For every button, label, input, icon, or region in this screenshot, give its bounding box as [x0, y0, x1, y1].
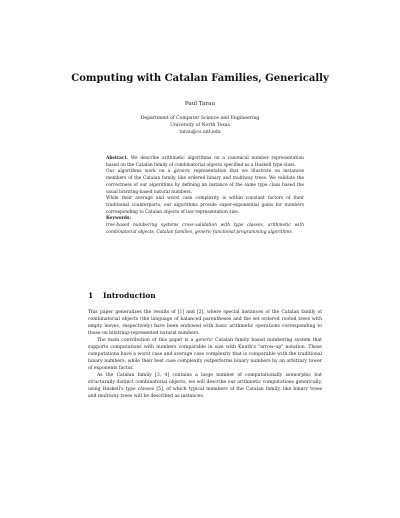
section-title: Introduction — [103, 291, 156, 300]
affiliation-university: University of North Texas — [170, 123, 230, 128]
abstract-label: Abstract. — [106, 156, 129, 161]
body-text-2a: The main contribution of this paper is a — [97, 338, 194, 344]
body-text-3a: As the Catalan family [3, 4] contains a large number of computationally isomorphic but structurally distinct combinatorial objects, we will describe our arithmetic computations generically, using Haskell's — [88, 373, 322, 393]
section-body — [88, 310, 322, 401]
abstract-emphasis: generic — [173, 169, 191, 175]
body-paragraph-1: This paper generalizes the results of [1] and [2], where special instances of the Catalan family of combinatorial objects (the language of balanced parentheses and the set ordered rooted trees with empty leaves, respectively) have been endowed with basic arithmetic operations corresponding to those on bitstring-represented natural numbers. — [88, 310, 322, 336]
abstract-text-1: We describe arithmetic algorithms on a canonical number representation based on the Catalan family of combinatorial objects specified as a Haskell type class. — [106, 156, 304, 168]
paper-title: Computing with Catalan Families, Generically — [71, 73, 329, 84]
abstract-paragraph-3: While their average and worst case complexity is within constant factors of their traditional counterparts, our algorithms provide super-exponential gains for numbers corresponding to Catalan objects of low representation size. — [106, 196, 304, 215]
body-paragraph-3 — [88, 373, 322, 401]
body-paragraph-2 — [88, 338, 322, 373]
keywords-text: tree-based numbering systems cross-validation with type classes, arithmetic with combinatorial objects, Catalan families, generic functional programming algorithms. — [106, 223, 304, 235]
body-text-2b: Catalan family based numbering system that supports computations with numbers comparable in size with Knuth's "arrow-up" notation. These computations have a worst case and average case complexity that is comparable with the traditional binary numbers, while their best case complexity outperforms binary numbers by an arbitrary tower of exponents factor. — [88, 338, 322, 371]
abstract-text-2a: Our algorithms work on a — [106, 169, 171, 175]
abstract-paragraph-2 — [106, 169, 304, 196]
keywords-heading: Keywords: — [106, 216, 131, 222]
abstract — [106, 156, 304, 236]
body-text-3b: [5], of which typical members of the Catalan family, like binary trees and multiway trees will be described as instances. — [88, 387, 322, 400]
section-number: 1 — [88, 291, 94, 300]
section-heading — [88, 291, 328, 300]
body-emphasis-2: generic — [195, 338, 213, 344]
abstract-text-2b: representation that we illustrate on instances members of the Catalan family, like ordered binary and multiway trees. We validate the correctness of our algorithms by defining an instance of the same type class based the usual bitstring-based natural numbers. — [106, 169, 305, 195]
author-affiliation — [60, 115, 340, 136]
body-emphasis-3: type classes — [125, 387, 155, 393]
affiliation-department: Department of Computer Science and Engineering — [140, 116, 260, 121]
abstract-paragraph-1 — [106, 156, 304, 169]
author-name: Paul Tarau — [184, 101, 216, 107]
author-email: tarau@cs.unt.edu — [179, 130, 221, 135]
